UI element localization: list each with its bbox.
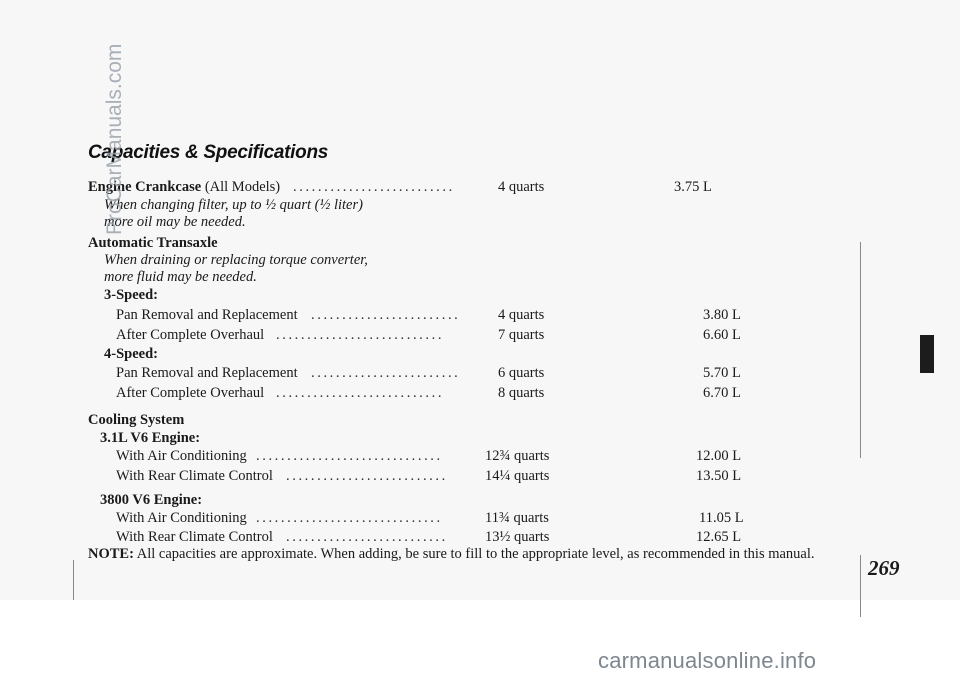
margin-rule (860, 242, 861, 458)
row-label: After Complete Overhaul (116, 327, 265, 343)
dot-leader: ........................ (311, 307, 461, 323)
quantity-quarts: 13½ quarts (485, 529, 550, 545)
quantity-quarts: 11¾ quarts (485, 510, 549, 526)
margin-rule (860, 555, 861, 617)
quantity-liters: 3.75 L (674, 179, 712, 195)
engine-crankcase-row (88, 177, 748, 197)
bottom-watermark[interactable]: carmanualsonline.info (598, 648, 817, 673)
row-label: With Air Conditioning (116, 448, 247, 464)
table-row (116, 527, 742, 547)
quantity-quarts: 4 quarts (498, 179, 545, 195)
three-speed-heading: 3-Speed: (104, 287, 158, 303)
page-title: Capacities & Specifications (88, 142, 329, 163)
quantity-quarts: 4 quarts (498, 307, 545, 323)
row-label: With Rear Climate Control (116, 529, 273, 545)
quantity-liters: 3.80 L (703, 307, 741, 323)
page-number: 269 (868, 556, 900, 580)
automatic-transaxle-heading: Automatic Transaxle (88, 235, 218, 251)
table-row (116, 363, 741, 383)
section-thumb-tab (920, 335, 934, 373)
engine-31l-heading: 3.1L V6 Engine: (100, 430, 201, 446)
four-speed-heading: 4-Speed: (104, 346, 158, 362)
quantity-liters: 11.05 L (699, 510, 744, 526)
dot-leader: .......................... (286, 529, 448, 545)
crankcase-note-line2: more oil may be needed. (104, 214, 246, 230)
table-row (116, 508, 744, 528)
quantity-liters: 12.00 L (696, 448, 742, 464)
dot-leader: ........................ (311, 365, 461, 381)
transaxle-note-line1: When draining or replacing torque converter, (104, 252, 368, 268)
engine-crankcase-models: (All Models) (201, 179, 281, 195)
note-text: All capacities are approximate. When adding, be sure to fill to the appropriate level, as recommended in this manual. (133, 546, 815, 562)
dot-leader: .............................. (256, 448, 443, 464)
quantity-quarts: 14¼ quarts (485, 468, 550, 484)
dot-leader: ........................... (276, 327, 445, 343)
transaxle-note-line2: more fluid may be needed. (104, 269, 257, 285)
quantity-quarts: 7 quarts (498, 327, 545, 343)
footnote (88, 546, 815, 563)
table-row (116, 325, 741, 345)
quantity-liters: 12.65 L (696, 529, 742, 545)
row-label: With Air Conditioning (116, 510, 247, 526)
row-label: With Rear Climate Control (116, 468, 273, 484)
table-row (116, 383, 741, 403)
table-row (116, 466, 742, 486)
quantity-liters: 13.50 L (696, 468, 742, 484)
crankcase-note-line1: When changing filter, up to ½ quart (½ liter) (104, 197, 363, 213)
margin-rule (73, 560, 74, 600)
dot-leader: .......................... (293, 179, 455, 195)
quantity-quarts: 6 quarts (498, 365, 545, 381)
side-watermark: ProCarManuals.com (103, 43, 126, 235)
cooling-system-heading: Cooling System (88, 412, 185, 428)
row-label: After Complete Overhaul (116, 385, 265, 401)
quantity-liters: 6.60 L (703, 327, 741, 343)
engine-crankcase-heading: Engine Crankcase (88, 179, 202, 195)
quantity-liters: 5.70 L (703, 365, 741, 381)
dot-leader: .............................. (256, 510, 443, 526)
note-label: NOTE: (88, 546, 134, 562)
quantity-quarts: 12¾ quarts (485, 448, 550, 464)
engine-3800-heading: 3800 V6 Engine: (100, 492, 203, 508)
row-label: Pan Removal and Replacement (116, 307, 298, 323)
table-row (116, 446, 742, 466)
row-label: Pan Removal and Replacement (116, 365, 298, 381)
table-row (116, 305, 741, 325)
quantity-liters: 6.70 L (703, 385, 741, 401)
quantity-quarts: 8 quarts (498, 385, 545, 401)
dot-leader: ........................... (276, 385, 445, 401)
dot-leader: .......................... (286, 468, 448, 484)
